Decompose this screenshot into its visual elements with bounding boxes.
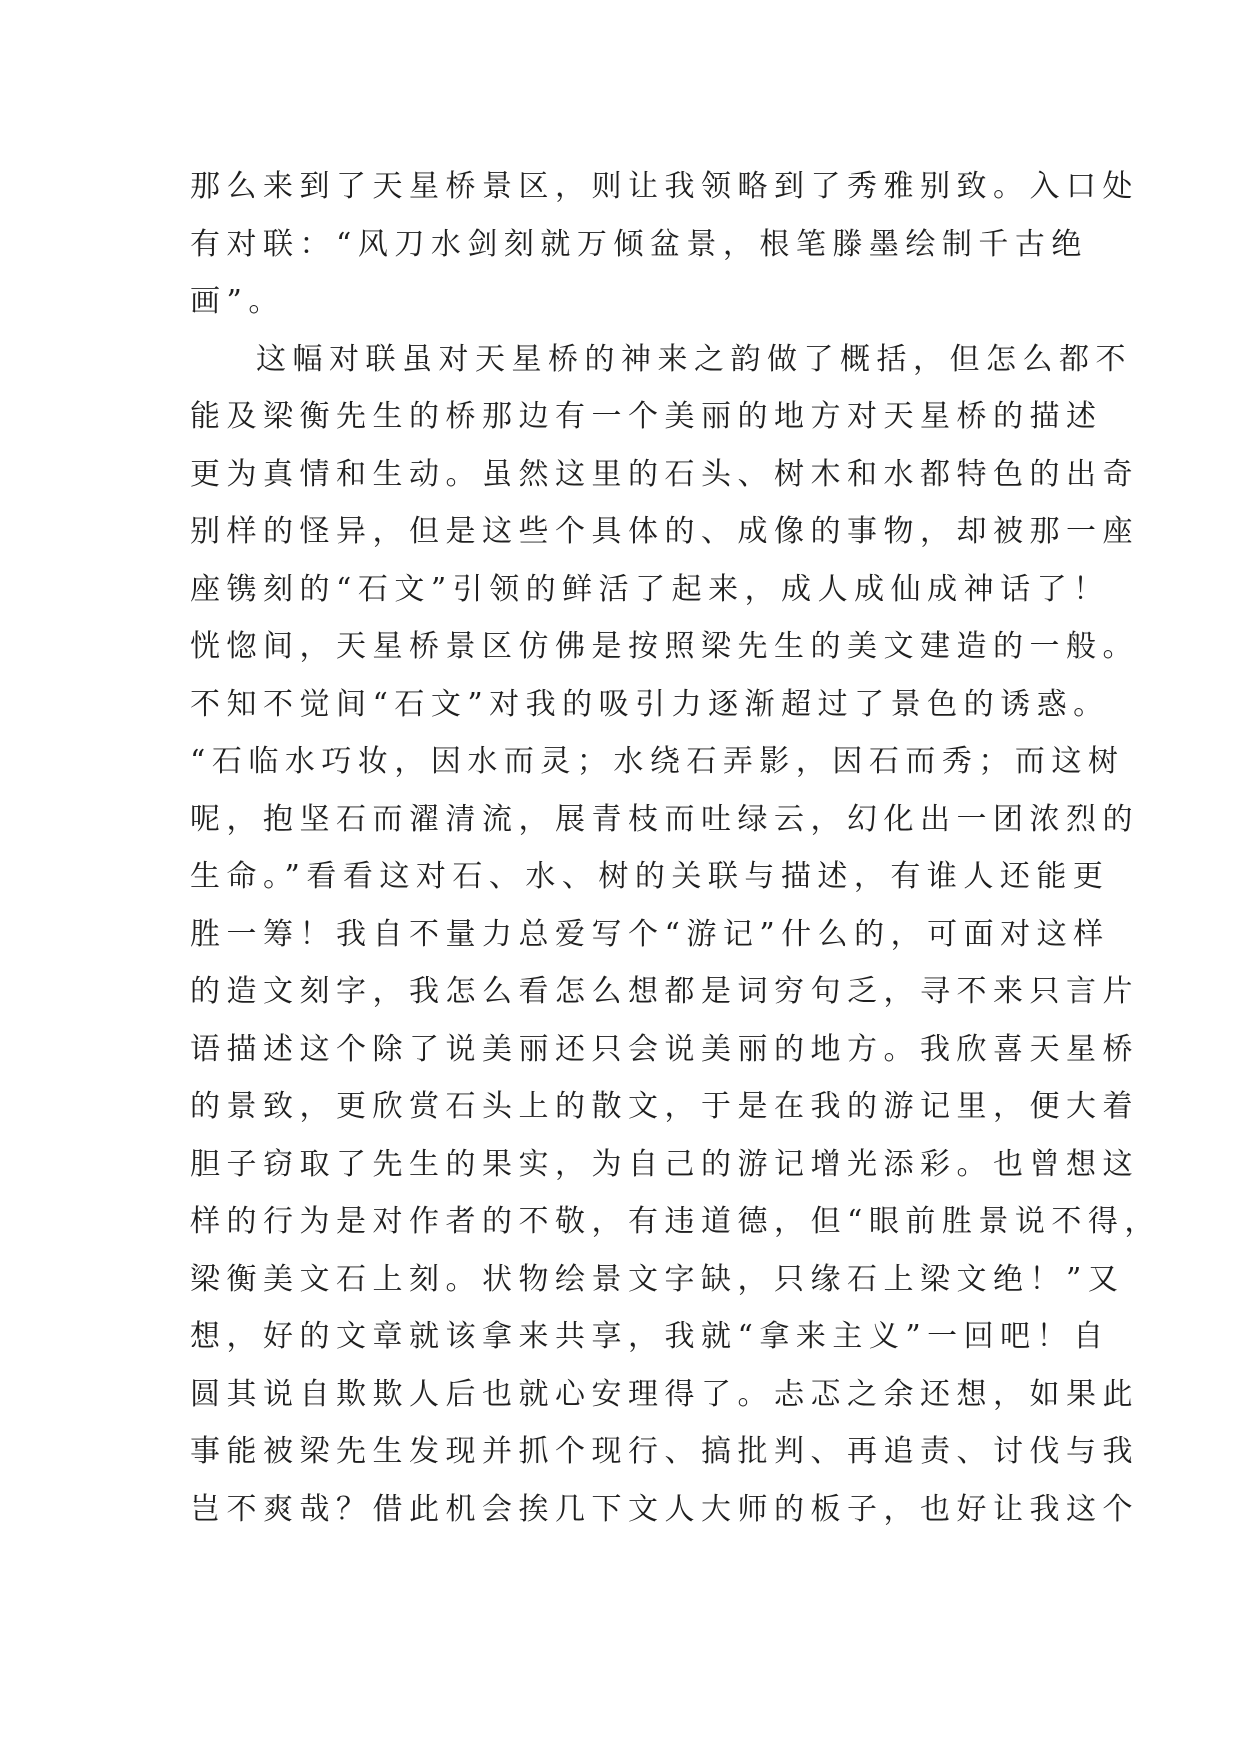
text-line: 画”。 [190, 284, 285, 319]
text-line: 事能被梁先生发现并抓个现行、搞批判、再追责、讨伐与我 [190, 1434, 1139, 1469]
text-line: “石临水巧妆，因水而灵；水绕石弄影，因石而秀；而这树 [190, 744, 1125, 779]
paragraph-first-line: 这幅对联虽对天星桥的神来之韵做了概括，但怎么都不 [256, 341, 1132, 377]
text-line: 胆子窃取了先生的果实，为自己的游记增光添彩。也曾想这 [190, 1146, 1139, 1182]
text-line: 岂不爽哉？借此机会挨几下文人大师的板子，也好让我这个 [190, 1491, 1139, 1527]
text-line: 的造文刻字，我怎么看怎么想都是词穷句乏，寻不来只言片 [190, 974, 1139, 1009]
text-line: 的景致，更欣赏石头上的散文，于是在我的游记里，便大着 [190, 1089, 1139, 1124]
text-line: 别样的怪异，但是这些个具体的、成像的事物，却被那一座 [190, 514, 1139, 549]
text-line: 能及梁衡先生的桥那边有一个美丽的地方对天星桥的描述 [190, 399, 1103, 434]
text-line: 胜一筹！我自不量力总爱写个“游记”什么的，可面对这样 [190, 916, 1110, 952]
text-line: 恍惚间，天星桥景区仿佛是按照梁先生的美文建造的一般。 [190, 629, 1139, 664]
text-line: 更为真情和生动。虽然这里的石头、树木和水都特色的出奇 [190, 456, 1139, 492]
text-line: 想，好的文章就该拿来共享，我就“拿来主义”一回吧！自 [190, 1319, 1110, 1354]
text-line: 生命。”看看这对石、水、树的关联与描述，有谁人还能更 [190, 859, 1110, 894]
text-line: 圆其说自欺欺人后也就心安理得了。忐忑之余还想，如果此 [190, 1376, 1139, 1412]
body-text [190, 158, 1161, 1538]
text-line: 梁衡美文石上刻。状物绘景文字缺，只缘石上梁文绝！”又 [190, 1261, 1125, 1297]
text-line: 不知不觉间“石文”对我的吸引力逐渐超过了景色的诱惑。 [190, 686, 1110, 722]
text-line: 有对联：“风刀水剑刻就万倾盆景，根笔滕墨绘制千古绝 [190, 226, 1088, 262]
text-line: 呢，抱坚石而濯清流，展青枝而吐绿云，幻化出一团浓烈的 [190, 801, 1139, 837]
text-line: 那么来到了天星桥景区，则让我领略到了秀雅别致。入口处 [190, 169, 1139, 204]
text-line: 座镌刻的“石文”引领的鲜活了起来，成人成仙成神话了！ [190, 571, 1110, 607]
text-line: 语描述这个除了说美丽还只会说美丽的地方。我欣喜天星桥 [190, 1031, 1139, 1067]
text-line: 样的行为是对作者的不敬，有违道德，但“眼前胜景说不得， [190, 1204, 1161, 1239]
